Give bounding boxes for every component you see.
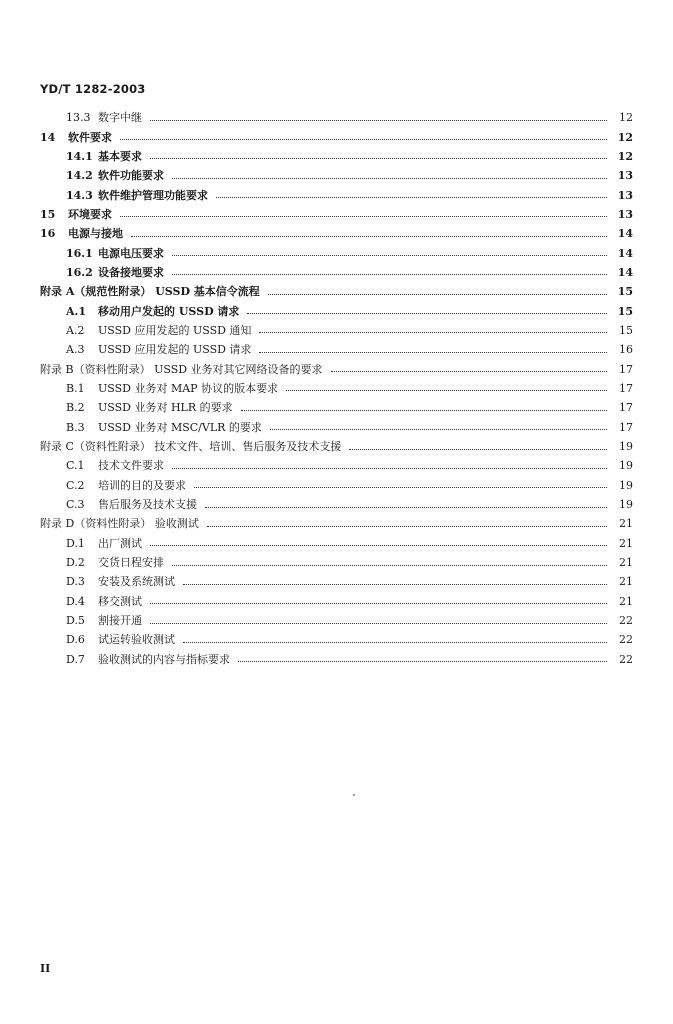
toc-entry-title: 技术文件要求 [98, 459, 164, 473]
toc-dot-leader [172, 467, 607, 469]
toc-entry [0, 514, 673, 533]
toc-entry-page: 13 [617, 188, 633, 202]
toc-dot-leader [259, 351, 607, 353]
toc-dot-leader [172, 254, 607, 256]
toc-dot-leader [207, 525, 607, 527]
toc-entry-page: 21 [619, 594, 633, 608]
toc-entry-page: 19 [619, 498, 633, 512]
toc-entry [0, 263, 673, 282]
toc-dot-leader [172, 177, 607, 179]
toc-dot-leader [194, 486, 607, 488]
toc-dot-leader [238, 660, 607, 662]
toc-entry-number: B.3 [66, 420, 85, 434]
toc-entry-number: 14.3 [66, 188, 93, 202]
toc-entry-page: 12 [619, 111, 633, 125]
toc-entry [0, 553, 673, 572]
toc-dot-leader [172, 564, 607, 566]
toc-entry-page: 22 [619, 614, 633, 628]
toc-entry-page: 17 [619, 401, 633, 415]
toc-entry [0, 108, 673, 127]
toc-entry-page: 15 [617, 304, 633, 318]
toc-entry-number: A.3 [66, 343, 85, 357]
toc-entry-number: C.3 [66, 498, 85, 512]
toc-entry-number: D.3 [66, 575, 85, 589]
toc-entry [0, 224, 673, 243]
toc-entry-title: 安装及系统测试 [98, 575, 175, 589]
toc-entry-title: 交货日程安排 [98, 556, 164, 570]
toc-entry-title: USSD 应用发起的 USSD 请求 [98, 343, 252, 357]
toc-entry-number: D.6 [66, 633, 85, 647]
toc-entry-title: （规范性附录） USSD 基本信令流程 [74, 285, 260, 299]
toc-entry-title: 试运转验收测试 [98, 633, 175, 647]
toc-dot-leader [172, 273, 607, 275]
toc-dot-leader [241, 409, 607, 411]
toc-entry [0, 398, 673, 417]
toc-entry-number: 13.3 [66, 111, 91, 125]
toc-entry-number: D.2 [66, 556, 85, 570]
toc-entry [0, 282, 673, 301]
toc-entry-number: 14 [40, 130, 56, 144]
toc-entry [0, 437, 673, 456]
toc-entry-title: 电源电压要求 [98, 246, 164, 260]
toc-entry-title: 售后服务及技术支援 [98, 498, 197, 512]
toc-entry-title: USSD 业务对 MAP 协议的版本要求 [98, 381, 279, 395]
toc-entry-number: 16.2 [66, 265, 93, 279]
toc-entry-page: 19 [619, 459, 633, 473]
toc-entry-title: USSD 应用发起的 USSD 通知 [98, 323, 252, 337]
toc-entry [0, 301, 673, 320]
toc-entry [0, 166, 673, 185]
toc-dot-leader [349, 448, 607, 450]
toc-entry-number: 附录 C [40, 440, 74, 454]
toc-entry-number: 附录 A [40, 285, 75, 299]
toc-entry-number: 16 [40, 227, 56, 241]
toc-dot-leader [270, 428, 607, 430]
toc-dot-leader [150, 157, 607, 159]
toc-entry [0, 127, 673, 146]
toc-entry-number: C.1 [66, 459, 85, 473]
toc-entry [0, 611, 673, 630]
toc-entry-page: 22 [619, 633, 633, 647]
toc-entry-page: 13 [617, 207, 633, 221]
toc-entry-number: B.2 [66, 401, 85, 415]
toc-entry [0, 185, 673, 204]
toc-dot-leader [120, 215, 607, 217]
toc-dot-leader [183, 583, 607, 585]
toc-entry-title: 移交测试 [98, 594, 142, 608]
toc-entry-page: 19 [619, 478, 633, 492]
toc-entry-page: 21 [619, 517, 633, 531]
toc-entry-page: 14 [617, 246, 633, 260]
toc-entry-title: 出厂测试 [98, 536, 142, 550]
toc-entry-page: 22 [619, 652, 633, 666]
toc-entry-page: 13 [617, 169, 633, 183]
toc-entry-number: 14.2 [66, 169, 93, 183]
toc-entry-title: 培训的目的及要求 [98, 478, 186, 492]
toc-dot-leader [183, 641, 607, 643]
toc-entry-number: 14.1 [66, 149, 93, 163]
toc-dot-leader [120, 138, 607, 140]
toc-entry [0, 147, 673, 166]
toc-entry-page: 16 [619, 343, 633, 357]
toc-dot-leader [150, 622, 607, 624]
toc-entry-title: 环境要求 [68, 207, 112, 221]
toc-entry-page: 14 [617, 265, 633, 279]
toc-entry-title: 割接开通 [98, 614, 142, 628]
toc-entry-title: （资料性附录） 验收测试 [74, 517, 199, 531]
toc-entry-page: 12 [617, 149, 633, 163]
toc-entry [0, 534, 673, 553]
toc-entry-page: 21 [619, 536, 633, 550]
toc-entry-title: 验收测试的内容与指标要求 [98, 652, 230, 666]
toc-entry-page: 15 [617, 285, 633, 299]
scan-artifact-dot [353, 794, 355, 796]
page-number: II [40, 962, 51, 975]
toc-entry-title: USSD 业务对 HLR 的要求 [98, 401, 233, 415]
toc-entry [0, 572, 673, 591]
toc-entry-title: 基本要求 [98, 149, 142, 163]
toc-entry [0, 592, 673, 611]
toc-entry-page: 21 [619, 556, 633, 570]
toc-entry-number: B.1 [66, 381, 85, 395]
toc-dot-leader [268, 293, 607, 295]
document-id-header: YD/T 1282-2003 [40, 82, 146, 96]
toc-dot-leader [259, 331, 607, 333]
toc-entry [0, 321, 673, 340]
toc-entry [0, 359, 673, 378]
toc-dot-leader [150, 602, 607, 604]
toc-entry-page: 21 [619, 575, 633, 589]
toc-entry-number: 15 [40, 207, 56, 221]
toc-dot-leader [205, 506, 607, 508]
toc-dot-leader [286, 389, 607, 391]
toc-entry-page: 12 [617, 130, 633, 144]
toc-entry-page: 17 [619, 381, 633, 395]
toc-entry [0, 456, 673, 475]
toc-entry [0, 650, 673, 669]
toc-entry-number: D.4 [66, 594, 85, 608]
toc-entry [0, 495, 673, 514]
toc-dot-leader [331, 370, 607, 372]
toc-entry [0, 340, 673, 359]
toc-entry-title: 设备接地要求 [98, 265, 164, 279]
toc-entry [0, 243, 673, 262]
toc-entry-page: 17 [619, 362, 633, 376]
toc-entry-page: 14 [617, 227, 633, 241]
toc-entry-title: 电源与接地 [68, 227, 123, 241]
toc-entry [0, 630, 673, 649]
toc-entry-page: 15 [619, 323, 633, 337]
table-of-contents [0, 108, 673, 669]
toc-dot-leader [216, 196, 607, 198]
toc-entry-title: 软件要求 [68, 130, 112, 144]
toc-entry-number: 16.1 [66, 246, 93, 260]
toc-entry-title: 软件功能要求 [98, 169, 164, 183]
toc-entry-number: A.2 [66, 323, 85, 337]
toc-entry-title: 移动用户发起的 USSD 请求 [98, 304, 240, 318]
toc-entry [0, 205, 673, 224]
toc-dot-leader [247, 312, 607, 314]
toc-entry-number: D.5 [66, 614, 85, 628]
toc-entry-page: 19 [619, 440, 633, 454]
toc-dot-leader [150, 119, 607, 121]
toc-entry [0, 476, 673, 495]
toc-entry-title: （资料性附录） USSD 业务对其它网络设备的要求 [73, 362, 323, 376]
toc-entry-number: A.1 [66, 304, 87, 318]
toc-entry-number: C.2 [66, 478, 85, 492]
toc-entry-number: 附录 D [40, 517, 75, 531]
toc-entry-number: 附录 B [40, 362, 74, 376]
toc-entry [0, 379, 673, 398]
toc-entry-title: USSD 业务对 MSC/VLR 的要求 [98, 420, 262, 434]
toc-entry-number: D.7 [66, 652, 85, 666]
toc-entry-title: 软件维护管理功能要求 [98, 188, 208, 202]
toc-dot-leader [131, 235, 607, 237]
toc-entry [0, 418, 673, 437]
toc-entry-number: D.1 [66, 536, 85, 550]
toc-entry-page: 17 [619, 420, 633, 434]
toc-entry-title: 数字中继 [98, 111, 142, 125]
toc-dot-leader [150, 544, 607, 546]
toc-entry-title: （资料性附录） 技术文件、培训、售后服务及技术支援 [73, 440, 342, 454]
